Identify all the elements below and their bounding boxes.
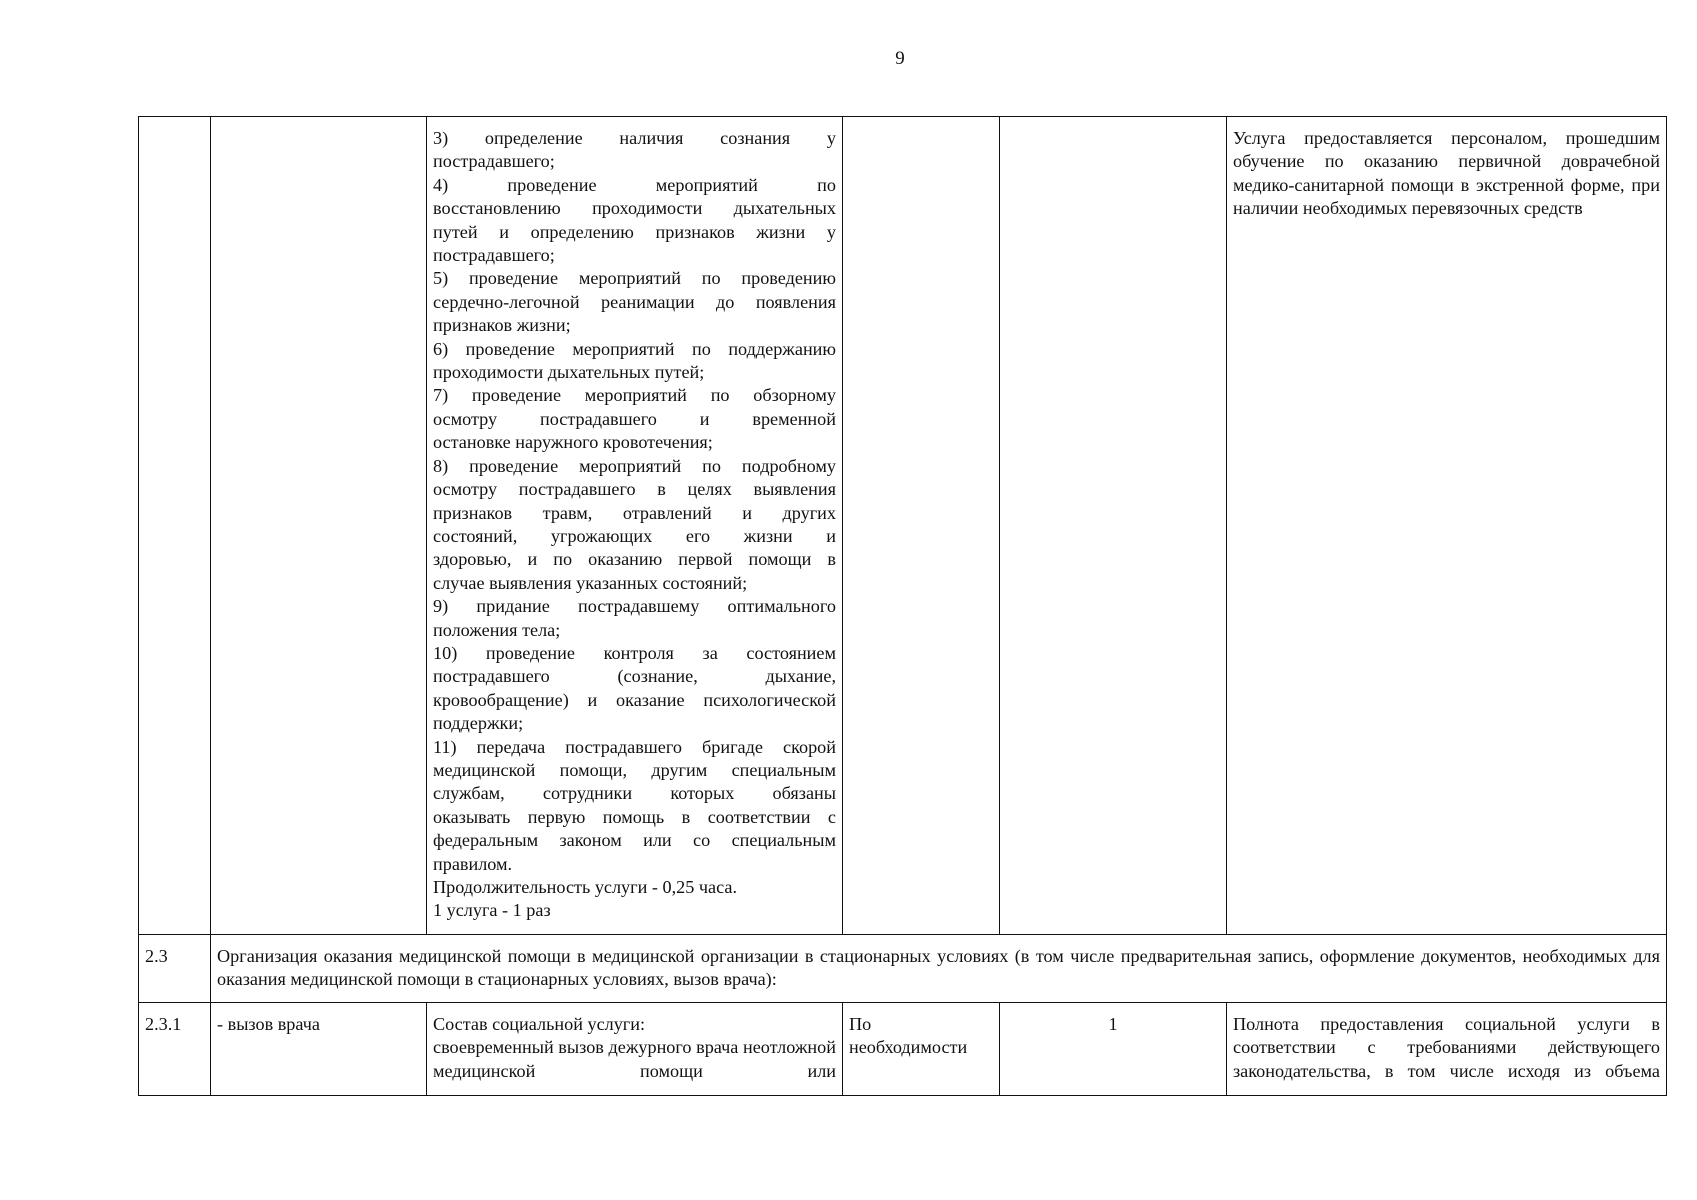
content-item-4-line-2: восстановлению проходимости дыхательных	[433, 198, 836, 219]
content-item-11-line-5: федеральным законом или со специальным	[433, 830, 836, 851]
content-item-7-line-3: остановке наружного кровотечения;	[433, 432, 713, 453]
content-item-10-line-4: поддержки;	[433, 713, 524, 734]
cell-row-number: 2.3	[139, 935, 211, 1003]
cell-row-number: 2.3.1	[139, 1003, 211, 1096]
content-item-5-line-2: сердечно-легочной реанимации до появления	[433, 291, 836, 312]
cell-conditions	[1227, 117, 1667, 935]
content-item-5-line-1: 5) проведение мероприятий по проведению	[433, 268, 836, 289]
cell-periodicity	[843, 1003, 1000, 1096]
content-item-8-line-2: осмотру пострадавшего в целях выявления	[433, 479, 836, 500]
content-item-4-line-3: путей и определению признаков жизни у	[433, 221, 836, 242]
cell-service-name: - вызов врача	[211, 1003, 427, 1096]
content-item-4-line-4: пострадавшего;	[433, 245, 555, 266]
content-item-11-line-4: оказывать первую помощь в соответствии с	[433, 806, 836, 827]
content-item-8-line-1: 8) проведение мероприятий по подробному	[433, 455, 836, 476]
content-item-10-line-3: кровообращение) и оказание психологической	[433, 689, 836, 710]
content-item-3-line-2: пострадавшего;	[433, 151, 555, 172]
cell-quality	[1227, 1003, 1667, 1096]
cell-number-empty	[139, 117, 211, 935]
content-item-10-line-1: 10) проведение контроля за состоянием	[433, 642, 836, 663]
cell-volume-empty	[1000, 117, 1227, 935]
content-item-8-line-5: здоровью, и по оказанию первой помощи в	[433, 549, 836, 570]
content-item-11-line-2: медицинской помощи, другим специальным	[433, 759, 836, 780]
table-row-2-3	[139, 935, 1667, 1003]
content-item-7-line-2: осмотру пострадавшего и временной	[433, 408, 836, 429]
table-row-continuation	[139, 117, 1667, 935]
cell-service-content	[427, 1003, 843, 1096]
content-item-8-line-6: случае выявления указанных состояний;	[433, 572, 748, 593]
content-item-6-line-1: 6) проведение мероприятий по поддержанию	[433, 338, 836, 359]
service-duration: Продолжительность услуги - 0,25 часа.	[433, 877, 738, 897]
service-frequency: 1 услуга - 1 раз	[433, 900, 551, 921]
content-item-9-line-2: положения тела;	[433, 619, 561, 640]
content-item-6-line-2: проходимости дыхательных путей;	[433, 362, 705, 383]
content-item-11-line-6: правилом.	[433, 853, 513, 874]
content-item-8-line-3: признаков травм, отравлений и других	[433, 502, 836, 523]
content-item-4-line-1: 4) проведение мероприятий по	[433, 174, 836, 195]
cell-periodicity-empty	[843, 117, 1000, 935]
content-item-11-line-1: 11) передача пострадавшего бригаде скорой	[433, 736, 836, 757]
content-item-10-line-2: пострадавшего (сознание, дыхание,	[433, 666, 836, 687]
cell-name-empty	[211, 117, 427, 935]
content-item-3-line-1: 3) определение наличия сознания у	[433, 128, 836, 148]
service-conditions-text: Услуга предоставляется персоналом, прошедшим обучение по оказанию первичной доврачебной медико-санитарной помощи в экстренной форме, при наличии необходимых перевязочных средств	[1233, 128, 1660, 219]
quality-text: Полнота предоставления социальной услуги в соответствии с требованиями действующего законодательства, в том числе исходя из объема	[1233, 1014, 1660, 1081]
services-table	[138, 116, 1667, 1096]
content-item-5-line-3: признаков жизни;	[433, 315, 571, 336]
cell-service-content	[427, 117, 843, 935]
table-row-2-3-1	[139, 1003, 1667, 1096]
section-title-text: Организация оказания медицинской помощи в медицинской организации в стационарных условиях (в том числе предварительная запись, оформление документов, необходимых для оказания медицинской помощи в стационарных условиях, вызов врача):	[217, 946, 1660, 990]
page-number: 9	[895, 48, 905, 69]
cell-section-title	[211, 935, 1667, 1003]
content-item-7-line-1: 7) проведение мероприятий по обзорному	[433, 385, 836, 406]
periodicity-text: По необходимости	[849, 1014, 968, 1058]
cell-volume: 1	[1000, 1003, 1227, 1096]
content-item-11-line-3: службам, сотрудники которых обязаны	[433, 783, 836, 804]
content-text: своевременный вызов дежурного врача неотложной медицинской помощи или	[433, 1037, 836, 1081]
content-item-9-line-1: 9) придание пострадавшему оптимального	[433, 596, 836, 617]
content-heading: Состав социальной услуги:	[433, 1014, 646, 1034]
content-item-8-line-4: состояний, угрожающих его жизни и	[433, 525, 836, 546]
